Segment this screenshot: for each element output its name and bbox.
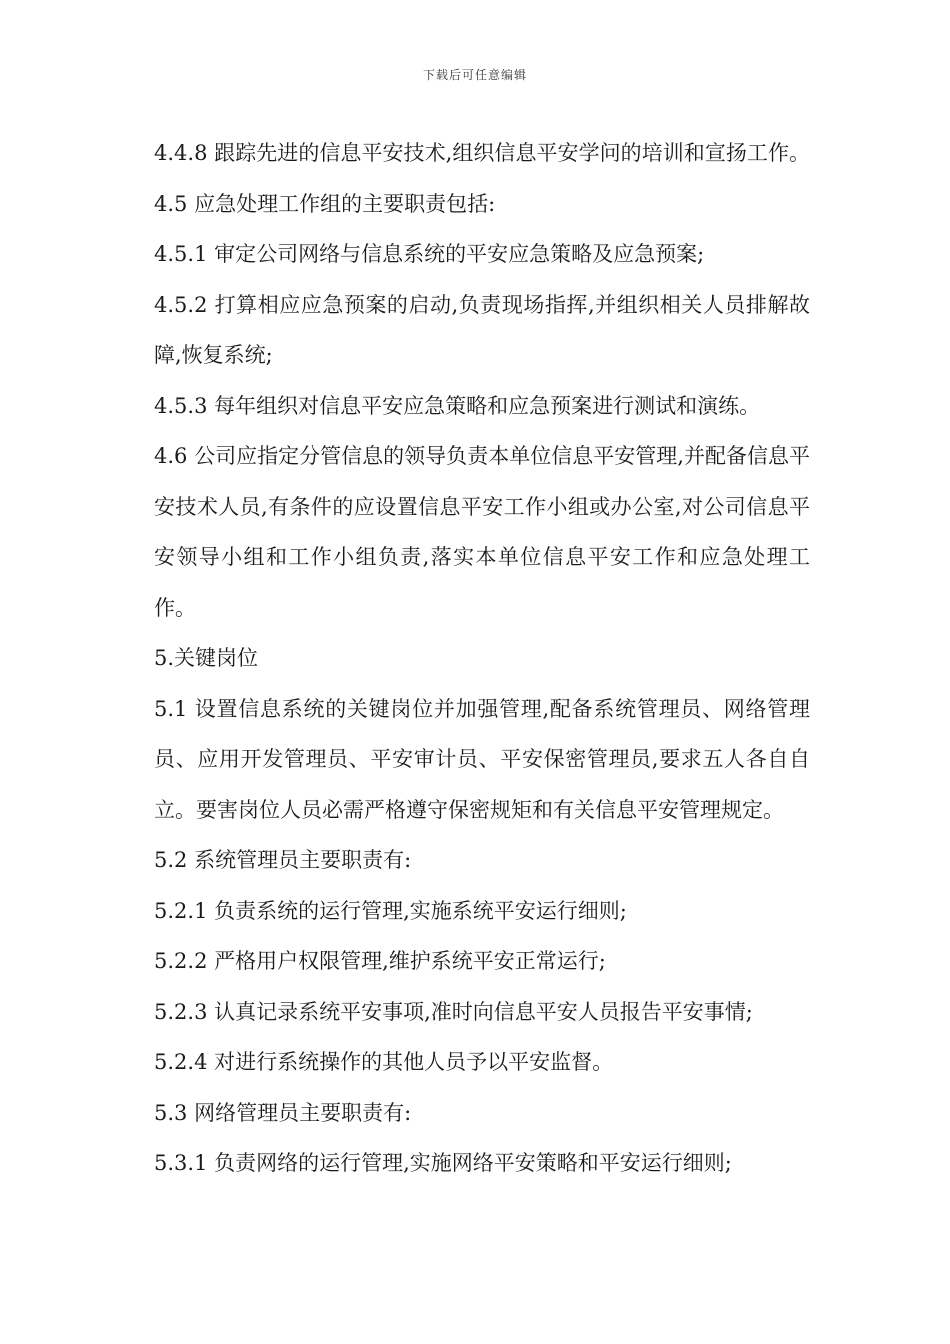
document-body	[145, 128, 810, 1189]
page-header: 下载后可任意编辑	[422, 68, 527, 82]
paragraph-5-2: 5.2 系统管理员主要职责有:	[154, 848, 412, 872]
paragraph-4-5-3: 4.5.3 每年组织对信息平安应急策略和应急预案进行测试和演练。	[154, 393, 761, 418]
paragraph-5-1: 5.1 设置信息系统的关键岗位并加强管理,配备系统管理员、网络管理员、应用开发管理员、平安审计员、平安保密管理员,要求五人各自自立。要害岗位人员必需严格遵守保密规矩和有关信息平安管理规定。	[154, 696, 810, 822]
paragraph-5-3-1: 5.3.1 负责网络的运行管理,实施网络平安策略和平安运行细则;	[154, 1151, 732, 1175]
paragraph-5-2-2: 5.2.2 严格用户权限管理,维护系统平安正常运行;	[154, 949, 606, 973]
section-heading-5: 5.关键岗位	[154, 646, 259, 670]
paragraph-4-5-2: 4.5.2 打算相应应急预案的启动,负责现场指挥,并组织相关人员排解故障,恢复系统;	[154, 292, 810, 367]
paragraph-4-5-1: 4.5.1 审定公司网络与信息系统的平安应急策略及应急预案;	[154, 242, 705, 266]
paragraph-5-2-3: 5.2.3 认真记录系统平安事项,准时向信息平安人员报告平安事情;	[154, 999, 753, 1024]
paragraph-4-4-8: 4.4.8 跟踪先进的信息平安技术,组织信息平安学问的培训和宣扬工作。 4.5 应急处理工作组的主要职责包括:	[154, 141, 810, 216]
paragraph-5-2-1: 5.2.1 负责系统的运行管理,实施系统平安运行细则;	[154, 898, 627, 923]
paragraph-5-2-4: 5.2.4 对进行系统操作的其他人员予以平安监督。	[154, 1050, 614, 1074]
paragraph-4-6: 4.6 公司应指定分管信息的领导负责本单位信息平安管理,并配备信息平安技术人员,有条件的应设置信息平安工作小组或办公室,对公司信息平安领导小组和工作小组负责,落实本单位信息平安工作和应急处理工作。	[154, 444, 810, 620]
paragraph-5-3: 5.3 网络管理员主要职责有:	[154, 1100, 412, 1125]
